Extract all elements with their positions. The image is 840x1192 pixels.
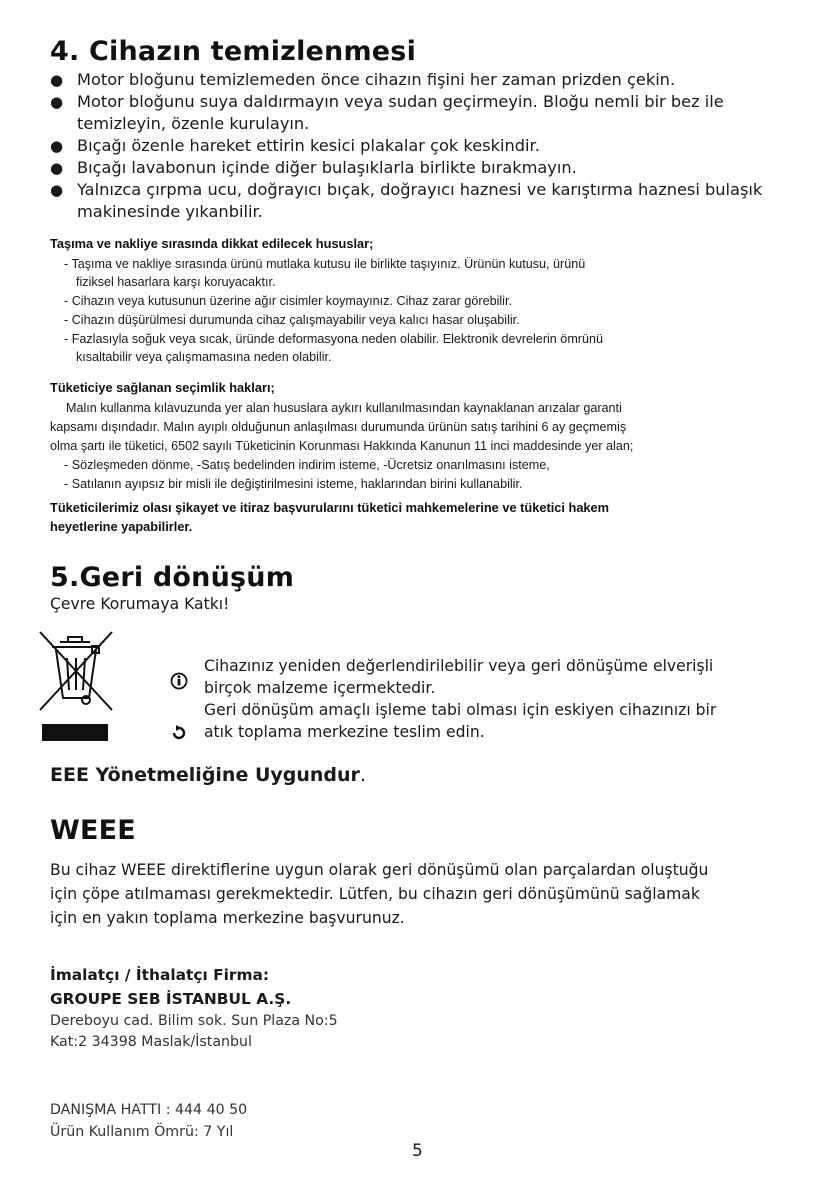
eee-title: EEE Yönetmeliğine Uygundur xyxy=(50,764,360,786)
weee-line: için çöpe atılmaması gerekmektedir. Lütfen, bu cihazın geri dönüşümünü sağlamak xyxy=(50,885,700,903)
section-5-subtitle: Çevre Korumaya Katkı! xyxy=(50,595,230,613)
transport-line: - Fazlasıyla soğuk veya sıcak, üründe deformasyona neden olabilir. Elektronik devrelerin ömrünü xyxy=(64,332,604,346)
address-line: Dereboyu cad. Bilim sok. Sun Plaza No:5 xyxy=(50,1013,338,1029)
bullet-icon: ● xyxy=(50,93,64,111)
bullet-item xyxy=(50,91,810,135)
bullet-item xyxy=(50,157,810,179)
product-lifetime: Ürün Kullanım Ömrü: 7 Yıl xyxy=(50,1124,234,1140)
consumer-line: - Satılanın ayıpsız bir misli ile değiştirilmesini isteme, haklarından birini kullanabilir. xyxy=(64,477,523,491)
manufacturer-block xyxy=(50,963,291,1011)
footer-info xyxy=(50,1099,247,1143)
manufacturer-name: GROUPE SEB İSTANBUL A.Ş. xyxy=(50,990,292,1008)
hotline: DANIŞMA HATTI : 444 40 50 xyxy=(50,1102,248,1118)
transport-line: - Cihazın düşürülmesi durumunda cihaz çalışmayabilir veya kalıcı hasar oluşabilir. xyxy=(64,313,520,327)
consumer-heading: Tüketiciye sağlanan seçimlik hakları; xyxy=(50,380,275,395)
eee-dot: . xyxy=(359,764,366,786)
eee-compliance xyxy=(50,764,366,786)
consumer-bold-line: heyetlerine yapabilirler. xyxy=(50,519,193,534)
section-4-title: 4. Cihazın temizlenmesi xyxy=(50,36,417,67)
transport-line: - Taşıma ve nakliye sırasında ürünü mutlaka kutusu ile birlikte taşıyınız. Ürünün kutusu, ürünü xyxy=(64,257,586,271)
bullet-item xyxy=(50,179,810,223)
consumer-line: - Sözleşmeden dönme, -Satış bedelinden indirim isteme, -Ücretsiz onarılmasını isteme, xyxy=(64,458,550,472)
page-number: 5 xyxy=(412,1141,423,1161)
info-text-line: birçok malzeme içermektedir. xyxy=(204,679,436,697)
transport-line: fiziksel hasarlara karşı koruyacaktır. xyxy=(76,275,276,289)
recycle-arrow-icon xyxy=(171,724,187,740)
weee-paragraph xyxy=(50,858,810,930)
bullet-text: Motor bloğunu temizlemeden önce cihazın fişini her zaman prizden çekin. xyxy=(77,70,676,89)
consumer-line: Malın kullanma kılavuzunda yer alan hususlara aykırı kullanılmasından kaynaklanan arızalar garanti xyxy=(66,401,622,415)
bullet-text: Bıçağı özenle hareket ettirin kesici plakalar çok keskindir. xyxy=(77,136,540,155)
manufacturer-address xyxy=(50,1011,338,1053)
bullet-text: Bıçağı lavabonun içinde diğer bulaşıklarla birlikte bırakmayın. xyxy=(77,158,577,177)
recycle-text-line: Geri dönüşüm amaçlı işleme tabi olması için eskiyen cihazınızı bir xyxy=(204,701,717,719)
transport-line: kısaltabilir veya çalışmamasına neden olabilir. xyxy=(76,350,332,364)
bullet-item xyxy=(50,69,810,91)
consumer-bold-line: Tüketicilerimiz olası şikayet ve itiraz başvurularını tüketici mahkemelerine ve tüketici hakem xyxy=(50,500,610,515)
address-line: Kat:2 34398 Maslak/İstanbul xyxy=(50,1034,252,1050)
bullet-icon: ● xyxy=(50,181,64,199)
bullet-icon: ● xyxy=(50,71,64,89)
consumer-line: kapsamı dışındadır. Malın ayıplı olduğunun anlaşılması durumunda ürünün satış tarihini 6 ay geçmemiş xyxy=(50,420,627,434)
transport-heading: Taşıma ve nakliye sırasında dikkat edilecek hususlar; xyxy=(50,236,374,251)
manufacturer-label: İmalatçı / İthalatçı Firma: xyxy=(50,966,270,984)
recycling-info xyxy=(204,655,804,743)
recycle-text-line: atık toplama merkezine teslim edin. xyxy=(204,723,485,741)
info-text-line: Cihazınız yeniden değerlendirilebilir veya geri dönüşüme elverişli xyxy=(204,657,714,675)
bullet-text: Motor bloğunu suya daldırmayın veya sudan geçirmeyin. Bloğu nemli bir bez ile temizleyin, özenle kurulayın. xyxy=(77,92,724,133)
bullet-text: Yalnızca çırpma ucu, doğrayıcı bıçak, doğrayıcı haznesi ve karıştırma haznesi bulaşık makinesinde yıkanbilir. xyxy=(77,180,763,221)
bullet-icon: ● xyxy=(50,159,64,177)
bullet-icon: ● xyxy=(50,137,64,155)
bullet-item xyxy=(50,135,810,157)
transport-line: - Cihazın veya kutusunun üzerine ağır cisimler koymayınız. Cihaz zarar görebilir. xyxy=(64,294,512,308)
weee-bin-icon xyxy=(38,628,114,742)
consumer-line: olma şartı ile tüketici, 6502 sayılı Tüketicinin Korunması Hakkında Kanunun 11 inci maddesinde yer alan; xyxy=(50,439,634,453)
section-5-title: 5.Geri dönüşüm xyxy=(50,562,295,593)
weee-line: için en yakın toplama merkezine başvurunuz. xyxy=(50,909,405,927)
weee-line: Bu cihaz WEEE direktiflerine uygun olarak geri dönüşümü olan parçalardan oluştuğu xyxy=(50,861,709,879)
weee-title: WEEE xyxy=(50,815,136,846)
info-icon xyxy=(170,672,188,690)
